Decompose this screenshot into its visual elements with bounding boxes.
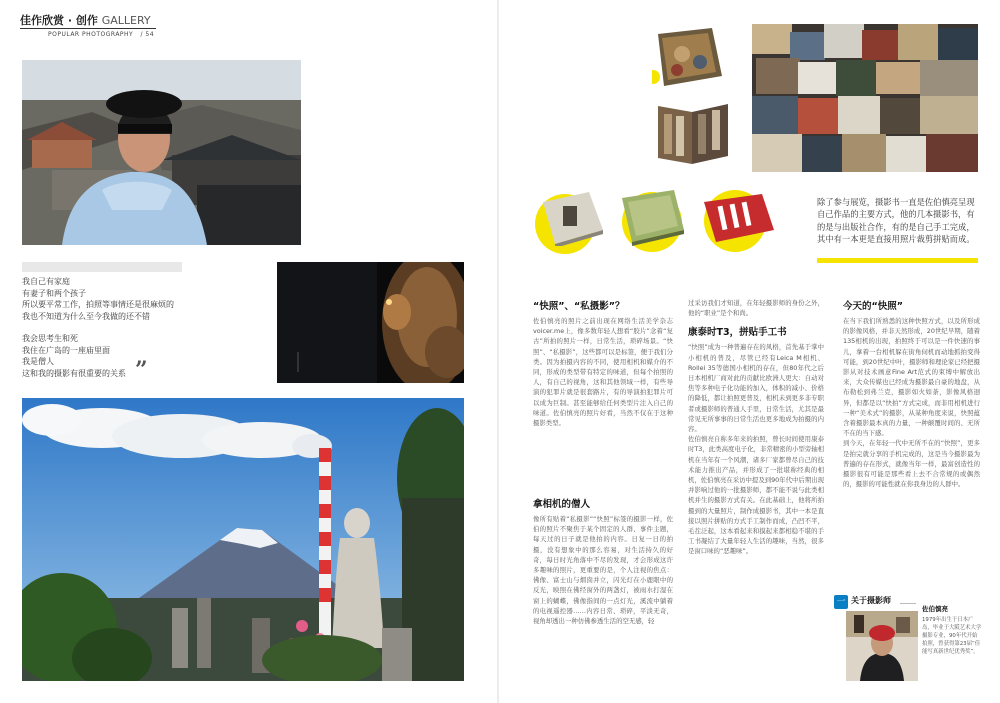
- poem-line: 有妻子和两个孩子: [22, 288, 86, 298]
- poem-line: 所以要平常工作，拍照等事情还是很麻烦的: [22, 300, 174, 310]
- photo-collage-book-open: [652, 98, 732, 170]
- book-cover-1: [533, 186, 609, 254]
- section-heading: 今天的“快照”: [843, 301, 903, 312]
- yellow-accent-rule: [817, 258, 978, 263]
- section-body: “快照”成为一种普遍存在的风格，首先基于掌中小相机的普及，尽管已经有Leica M相机、Rollei 35等德国小相机的存在，但80年代之后日本相机厂商对此的贡献比欧洲人更大：自动对焦等多种电子化功能的加入，体积的减小、价格的降低，都让拍照更普及，相机未到更多非专职者或摄影师的普通人手里，日常生活，尤其是最常见无所事事的日常生活也更多地成为拍摄的内容。 佐伯慎亮自称多年来的拍照，曾长时间使用康泰时T3，此类高度电子化，非常精密的小型旁轴相机在当年有一个风潮，诸多厂家都曾尽自己的技术能力推出产品，并形成了一批堪称经典的相机，佐伯慎亮在采访中提及到90年代中后期出现并影响过他的一批摄影师，都不能不说与此类相机并生的摄影方式有关。在此基础上，他将所拍摄到的大量照片，制作成摄影书，其中一本是直接以照片拼贴的方式手工制作而成，凸凹不平，毛茬泛起，这本看起来和摸起来都相稳不堪的手工书凝结了大量年轻人生活的趣味，当然，很多是窗口味的“恶趣味”。: [688, 343, 824, 556]
- section-title: [20, 12, 151, 28]
- magazine-name-text: POPULAR PHOTOGRAPHY: [48, 31, 134, 38]
- section-heading: 康泰时T3，拼贴手工书: [688, 327, 787, 339]
- header-rule: [20, 28, 156, 29]
- section-contax: [688, 298, 824, 672]
- poem-line: 我住在广岛的一座庙里面: [22, 345, 110, 355]
- section-body: 在当下我们所熟悉的这种快照方式，以及所形成的影像风格，并非天然形成，20世纪早期，随着135相机的出现，拍照终于可以是一件快速的事儿，拿着一台相机躲在街角伺机而动地抓拍变得可能，到20世纪中叶，摄影师和理论家已经把摄影从对技术画意Fine Art范式的束缚中解放出来，大众传媒也已经成为摄影最自豪的地盘，从布勒松到弗兰克，摄影如火如荼，影像风格迥异，但都是以“快拍”方式完成，而非用相机进行一种“美术式”的摄影，从某种角度来说，快照蕴含着摄影最本真的力量，一种颠覆时间的、无所不在的当下感。 到今天，在年轻一代中无所不在的“快照”，更多是拍完就分享的手机完成的，这是当今摄影最为普遍的存在形式，就像当年一样，最富创造性的摄影很有可能是那些看上去不合常规的或偶然的，摄影的可能性就在你我身边的人群中。: [843, 317, 980, 489]
- book-cover-2: [614, 186, 690, 254]
- photographer-name: 佐伯慎亮: [922, 605, 948, 613]
- redacted-bar: [22, 262, 182, 272]
- page-gutter: [497, 0, 499, 703]
- about-badge: 一: [834, 595, 848, 609]
- photo-buddha-hand-night: [277, 262, 464, 383]
- photo-collage-closeup: [752, 24, 978, 172]
- section-body: 像所有贴着“私摄影”“快照”标签的摄影一样，佐伯的照片不聚焦于某个固定的人群、事件主题，每天过的日子就是他拍的内容。日复一日的拍摄，没有想象中的那么容易，对生活持久的好奇，每日时光角落中不尽的发现，才会形成这许多趣味的照片，更重要的是，个人注视的焦点：佛像、富士山与烟囱并立，闪光灯在小鹿眼中的反光，映照在佛经窗外的两盏灯，被雨水打湿在窗上的蝴蝶，佛像指间的一点灯光，溪流中躺着的电视遥控器……内容日常、琐碎，平淡无奇，视角却透出一种仿佛参透生活的空无感，轻: [533, 515, 673, 626]
- section-body-continued: 过采访我们才知道，在年轻摄影师的身份之外，他的“职业”是个和尚。: [688, 299, 824, 318]
- poem-line: 我自己有家庭: [22, 277, 70, 286]
- book-cover-3: [698, 186, 778, 254]
- magazine-name: [48, 31, 154, 38]
- section-body: 佐伯慎亮的照片之前出现在网络生活美学杂志voicer.me上，像多数年轻人想看“胶片”念着“复古”所拍的照片一样，日常生活，琐碎场景。“快照”、“私摄影”，这些都可以是标签，便于我们分类。因为拍摄内容的不同，使用相机和媒介的不同，形成的类型带有特定的味道，但每个拍照的人，有自己的视角，这和其他领域一样，有些导演的犯罪片就是很套路片，有的导演拍犯罪片可以成为巨制。甚至能够给任何类型片注入自己的味道。佐伯慎亮的照片好看，当然不仅在于这种摄影类型。: [533, 317, 673, 428]
- section-title-gallery: GALLERY: [101, 14, 151, 27]
- about-rule: [900, 603, 916, 604]
- section-today: [843, 298, 980, 598]
- section-title-cn: 佳作欣赏 · 创作: [20, 14, 98, 27]
- poem-line: 这和我的摄影有很重要的关系: [22, 368, 126, 378]
- photo-fuji-chimney-statue: [22, 398, 464, 681]
- section-heading: “快照”、“私摄影”？: [533, 301, 625, 312]
- page-number: / 54: [140, 31, 155, 38]
- poem-line: 我会思考生和死: [22, 334, 78, 343]
- photo-collage-book-closed: [652, 24, 727, 92]
- about-heading: 关于摄影师: [851, 596, 891, 605]
- photographer-portrait: [846, 611, 918, 681]
- poem-stanza-1: [22, 276, 272, 322]
- album-caption: 除了参与展览，摄影书一直是佐伯慎亮呈现自己作品的主要方式，他的几本摄影书，有的是与出版社合作，有的是自己手工完成，其中有一本更是直接用照片裁剪拼贴而成。: [817, 197, 975, 245]
- section-heading: 拿相机的僧人: [533, 499, 591, 510]
- photo-man-overlooking-town: [22, 60, 301, 245]
- section-snapshot: [533, 298, 673, 428]
- section-monk: [533, 496, 673, 694]
- poem-line: 我是僧人: [22, 357, 54, 367]
- photographer-bio: 1979年出生于日本广岛，毕业于大阪艺术大学摄影专业，90年代开始拍照，曾获得第23届“佳能写真新世纪优秀奖”。: [922, 617, 982, 655]
- closing-quote-mark: ”: [135, 357, 148, 383]
- poem-line: 我也不知道为什么至今我做的还不错: [22, 311, 150, 321]
